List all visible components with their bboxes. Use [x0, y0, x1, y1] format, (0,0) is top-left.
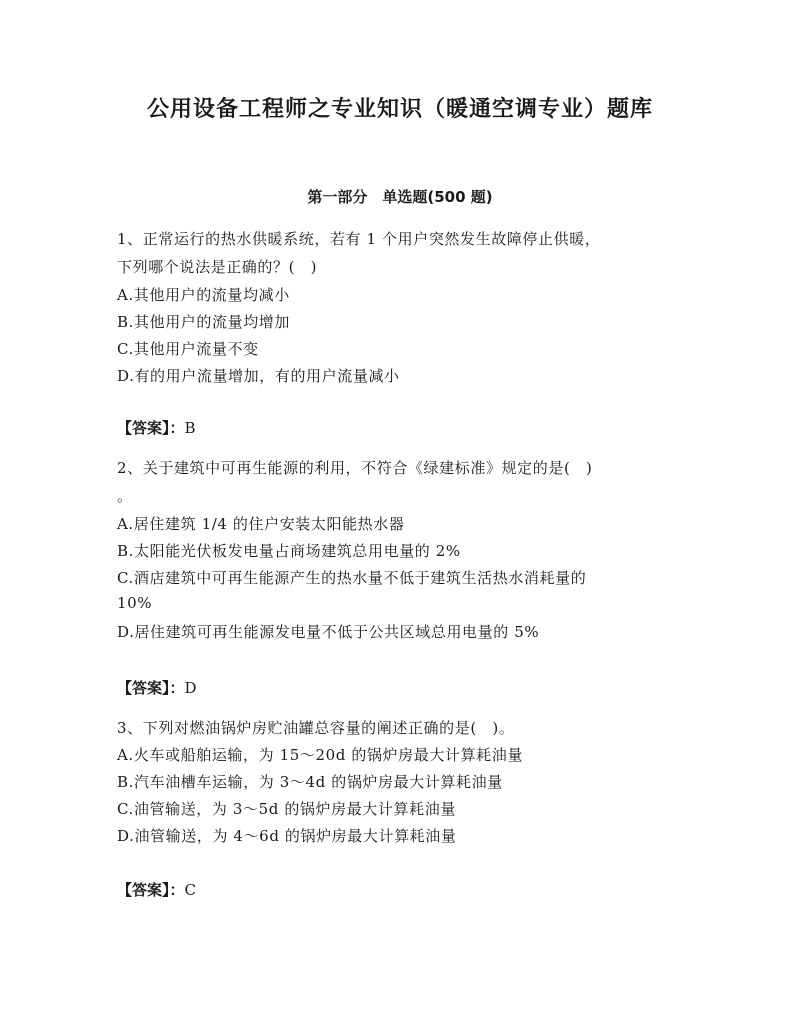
question-1-stem-line2: 下列哪个说法是正确的？( )	[117, 258, 318, 276]
question-1-option-b: B.其他用户的流量均增加	[117, 313, 290, 331]
question-3-option-d: D.油管输送，为 4～6d 的锅炉房最大计算耗油量	[117, 827, 457, 845]
question-2-answer	[117, 677, 197, 698]
answer-label: 【答案】：	[117, 881, 185, 899]
question-3-option-c: C.油管输送，为 3～5d 的锅炉房最大计算耗油量	[117, 800, 456, 818]
section-heading: 第一部分 单选题(500 题)	[307, 188, 493, 206]
question-3-stem-line1: 3、下列对燃油锅炉房贮油罐总容量的阐述正确的是( )。	[117, 719, 515, 737]
question-3-option-b: B.汽车油槽车运输，为 3～4d 的锅炉房最大计算耗油量	[117, 773, 503, 791]
question-2-option-a: A.居住建筑 1/4 的住户安装太阳能热水器	[117, 515, 405, 533]
answer-label: 【答案】：	[117, 679, 185, 697]
question-2-option-d: D.居住建筑可再生能源发电量不低于公共区域总用电量的 5%	[117, 623, 540, 641]
question-3-answer	[117, 879, 196, 900]
question-2-option-b: B.太阳能光伏板发电量占商场建筑总用电量的 2%	[117, 542, 461, 560]
question-1-option-c: C.其他用户流量不变	[117, 340, 259, 358]
answer-value: D	[184, 679, 197, 697]
question-1-option-a: A.其他用户的流量均减小	[117, 286, 290, 304]
answer-value: C	[184, 881, 196, 899]
question-3-option-a: A.火车或船舶运输，为 15～20d 的锅炉房最大计算耗油量	[117, 746, 523, 764]
page-title: 公用设备工程师之专业知识（暖通空调专业）题库	[146, 97, 653, 122]
question-1-answer	[117, 417, 196, 438]
answer-label: 【答案】：	[117, 419, 185, 437]
answer-value: B	[184, 419, 196, 437]
question-2-option-c-line2: 10%	[117, 594, 153, 612]
question-2-option-c-line1: C.酒店建筑中可再生能源产生的热水量不低于建筑生活热水消耗量的	[117, 569, 587, 587]
question-2-stem-line2: 。	[117, 487, 133, 505]
question-2-stem-line1: 2、关于建筑中可再生能源的利用，不符合《绿建标准》规定的是( )	[117, 459, 593, 477]
question-1-option-d: D.有的用户流量增加，有的用户流量减小	[117, 367, 400, 385]
question-1-stem-line1: 1、正常运行的热水供暖系统，若有 1 个用户突然发生故障停止供暖，	[117, 230, 601, 248]
